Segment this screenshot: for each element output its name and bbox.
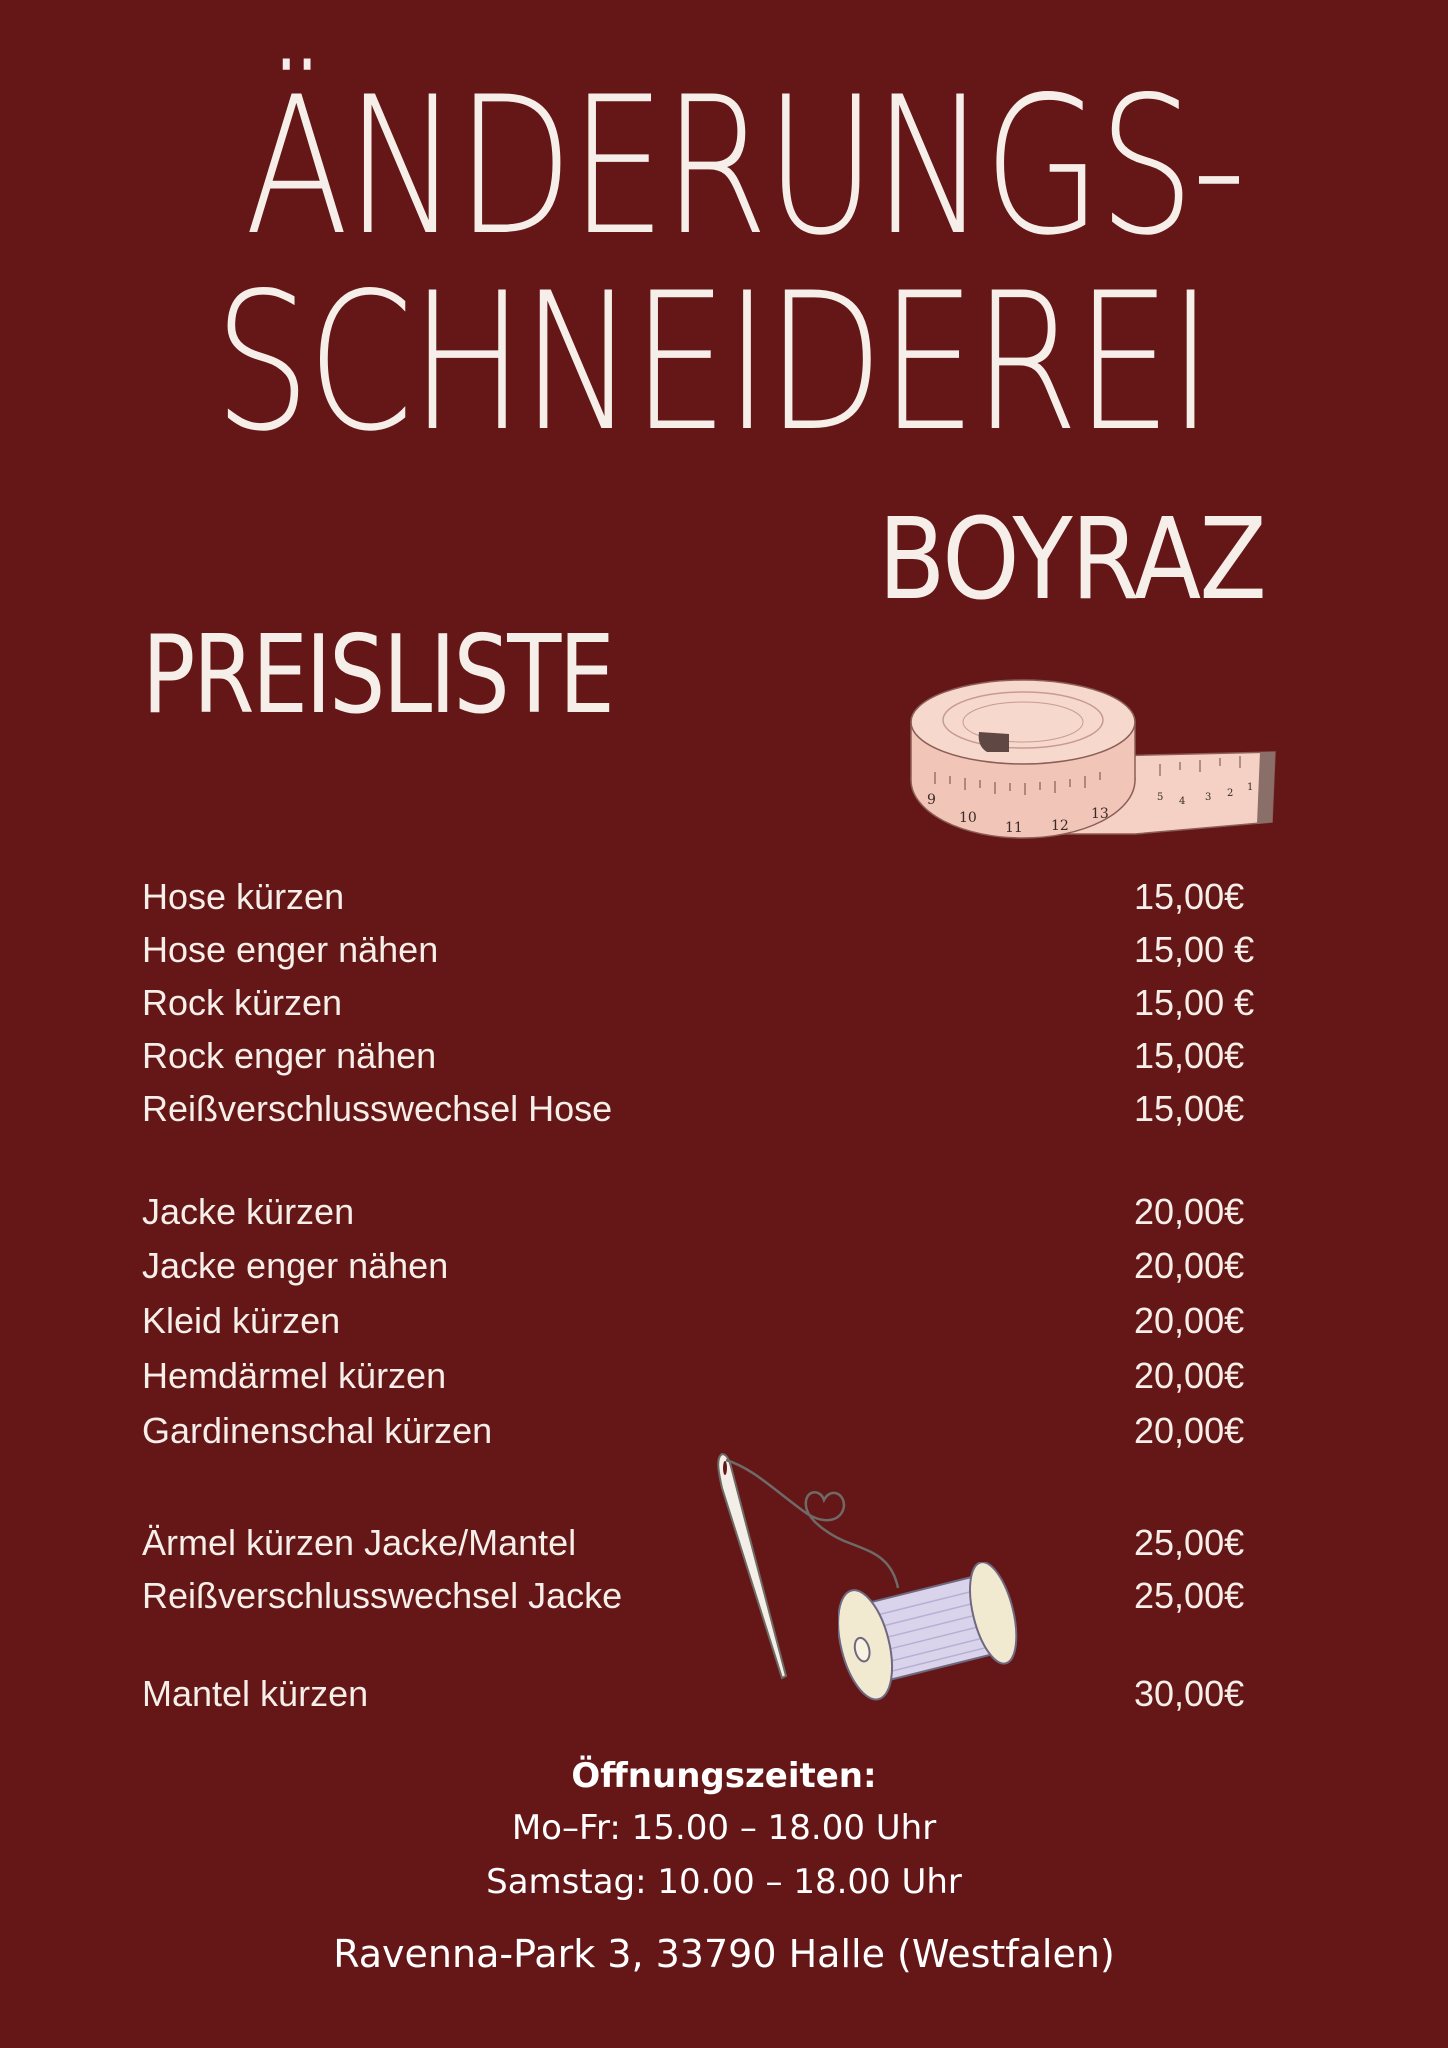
service-price: 30,00€ [1134,1673,1245,1714]
svg-text:4: 4 [1179,796,1186,807]
brand-name: BOYRAZ [878,495,1266,625]
price-row [142,927,1262,973]
thread-spool-icon [838,1562,1028,1702]
service-price: 25,00€ [1134,1522,1245,1563]
service-name: Jacke enger nähen [142,1245,449,1286]
title-line-2: SCHNEIDEREI [214,252,1210,473]
service-price: 20,00€ [1134,1300,1245,1341]
service-price: 15,00€ [1134,876,1245,917]
svg-text:2: 2 [1227,788,1234,799]
price-row [142,1671,1262,1717]
service-name: Rock kürzen [142,982,343,1023]
svg-text:3: 3 [1205,792,1212,803]
title-line-1: ÄNDERUNGS- [244,56,1244,277]
measuring-tape-icon [905,672,1285,852]
price-row [142,1353,1262,1399]
price-row [142,980,1262,1026]
service-name: Hose enger nähen [142,929,439,970]
service-name: Rock enger nähen [142,1035,437,1076]
service-price: 20,00€ [1134,1410,1245,1451]
opening-hours-line: Mo–Fr: 15.00 – 18.00 Uhr [511,1808,937,1848]
price-row [142,1298,1262,1344]
price-row [142,1243,1262,1289]
service-name: Gardinenschal kürzen [142,1410,493,1451]
svg-text:1: 1 [1247,782,1254,793]
price-row [142,1408,1262,1454]
service-price: 20,00€ [1134,1191,1245,1232]
section-title: PREISLISTE [142,613,613,738]
service-name: Reißverschlusswechsel Jacke [142,1575,623,1616]
service-price: 15,00 € [1134,929,1255,970]
service-price: 15,00€ [1134,1035,1245,1076]
service-name: Ärmel kürzen Jacke/Mantel [142,1522,577,1563]
price-row [142,1033,1262,1079]
price-row [142,1520,1262,1566]
service-name: Jacke kürzen [142,1191,355,1232]
address: Ravenna-Park 3, 33790 Halle (Westfalen) [333,1932,1115,1976]
svg-text:11: 11 [1005,820,1023,836]
svg-text:9: 9 [927,792,936,808]
svg-text:10: 10 [959,810,977,826]
price-row [142,874,1262,920]
service-name: Kleid kürzen [142,1300,341,1341]
opening-hours-line: Samstag: 10.00 – 18.00 Uhr [486,1862,962,1902]
svg-text:12: 12 [1051,818,1069,834]
svg-text:13: 13 [1091,806,1109,822]
price-row [142,1086,1262,1132]
price-row [142,1573,1262,1619]
service-price: 25,00€ [1134,1575,1245,1616]
svg-text:5: 5 [1157,792,1164,803]
price-row [142,1189,1262,1235]
service-price: 20,00€ [1134,1355,1245,1396]
service-price: 15,00 € [1134,982,1255,1023]
service-name: Reißverschlusswechsel Hose [142,1088,613,1129]
opening-hours-heading: Öffnungszeiten: [571,1756,877,1796]
service-name: Hose kürzen [142,876,345,917]
service-name: Hemdärmel kürzen [142,1355,447,1396]
service-price: 15,00€ [1134,1088,1245,1129]
service-price: 20,00€ [1134,1245,1245,1286]
service-name: Mantel kürzen [142,1673,369,1714]
